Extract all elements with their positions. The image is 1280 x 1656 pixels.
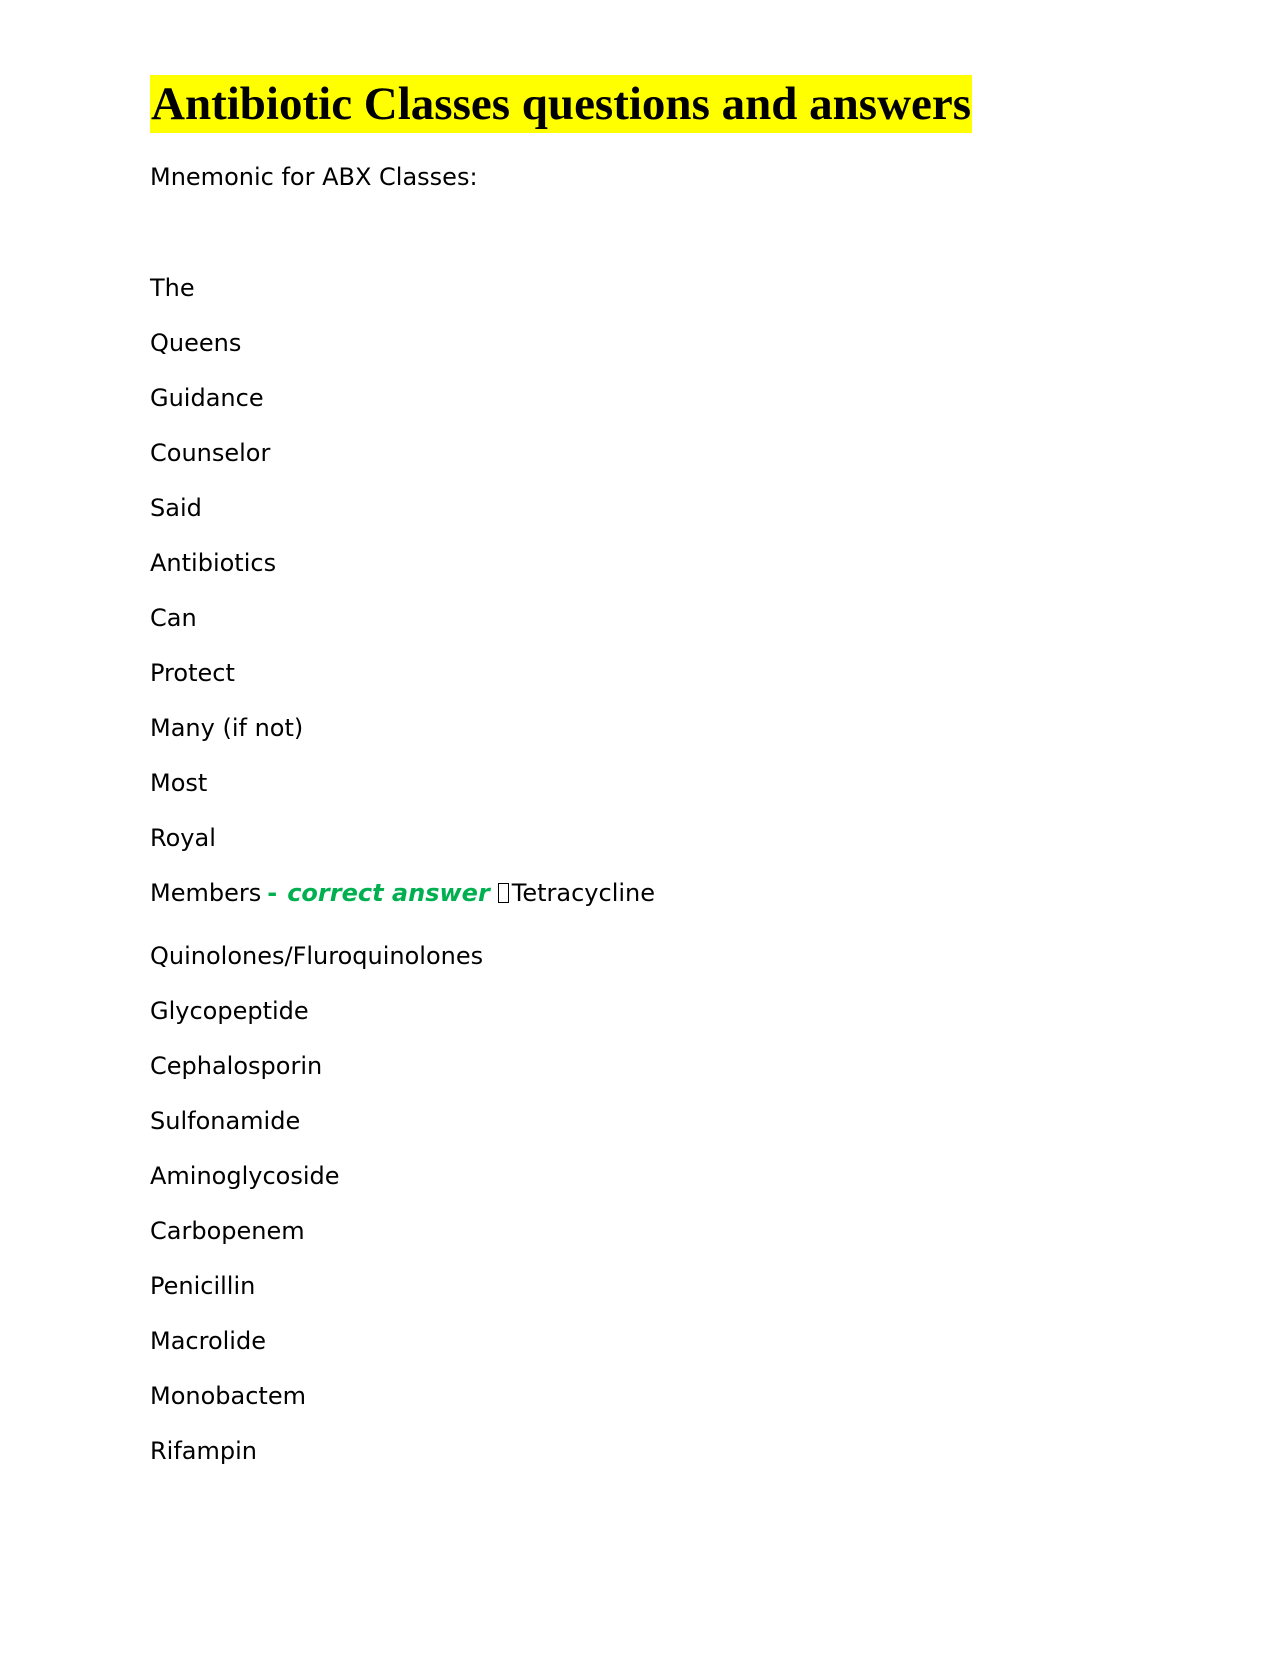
mnemonic-word: Counselor bbox=[150, 439, 271, 467]
mnemonic-word: Antibiotics bbox=[150, 549, 277, 577]
intro-text: Mnemonic for ABX Classes: bbox=[150, 163, 478, 191]
mnemonic-word: Royal bbox=[150, 824, 216, 852]
answer-line bbox=[150, 876, 655, 933]
answer-list bbox=[150, 939, 483, 1489]
mnemonic-word: Guidance bbox=[150, 384, 264, 412]
answer-item: Penicillin bbox=[150, 1272, 256, 1300]
mnemonic-word: The bbox=[150, 274, 195, 302]
answer-item: Macrolide bbox=[150, 1327, 266, 1355]
answer-item: Glycopeptide bbox=[150, 997, 309, 1025]
correct-answer-label: correct answer bbox=[287, 879, 490, 907]
mnemonic-word-last: Members bbox=[150, 879, 262, 907]
mnemonic-word: Queens bbox=[150, 329, 242, 357]
answer-item: Sulfonamide bbox=[150, 1107, 301, 1135]
page-title: Antibiotic Classes questions and answers bbox=[150, 75, 972, 133]
answer-item: Carbopenem bbox=[150, 1217, 305, 1245]
answer-item: Monobactem bbox=[150, 1382, 306, 1410]
mnemonic-word: Most bbox=[150, 769, 208, 797]
first-answer: Tetracycline bbox=[511, 879, 656, 907]
title-block bbox=[150, 75, 972, 133]
mnemonic-list bbox=[150, 271, 655, 933]
answer-dash: - bbox=[267, 879, 278, 907]
mnemonic-word: Can bbox=[150, 604, 197, 632]
answer-item: Rifampin bbox=[150, 1437, 257, 1465]
missing-glyph-icon bbox=[498, 883, 509, 903]
answer-item: Aminoglycoside bbox=[150, 1162, 340, 1190]
mnemonic-word: Many (if not) bbox=[150, 714, 304, 742]
answer-item: Quinolones/Fluroquinolones bbox=[150, 942, 484, 970]
mnemonic-word: Said bbox=[150, 494, 202, 522]
answer-item: Cephalosporin bbox=[150, 1052, 323, 1080]
mnemonic-word: Protect bbox=[150, 659, 235, 687]
